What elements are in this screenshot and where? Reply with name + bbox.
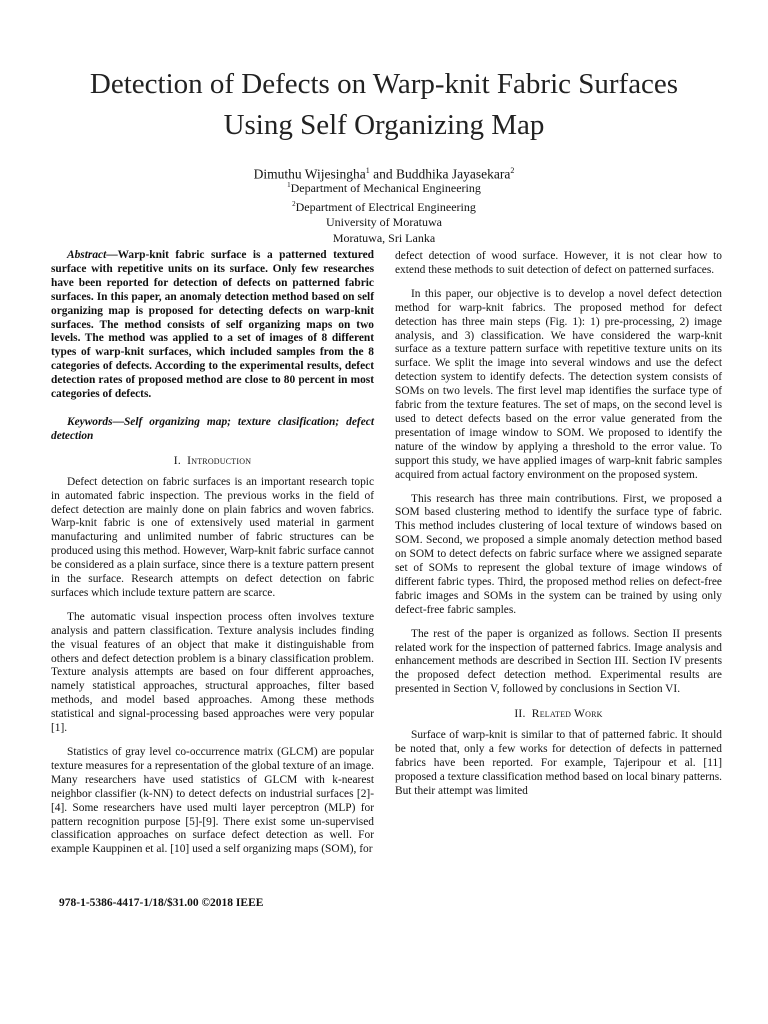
left-column [51, 249, 374, 867]
paragraph: This research has three main contributions. First, we proposed a SOM based clustering method to identify the surface type of fabric. This method includes clustering of local texture of windows based on SOM. Second, we proposed a simple anomaly detection method based on SOM to detect defects on fabric surface where we assigned separate set of SOMs to represent the global texture of image windows of different fabric types. Third, the proposed method relies on defect-free fabric images and SOMs in the system can be trained by using only defect-free fabric samples. [395, 492, 722, 616]
paragraph: Defect detection on fabric surfaces is an important research topic in automated fabric inspection. The previous works in the field of defect detection are mainly done on plain fabrics and woven fabrics. Warp-knit fabric is one of extensively used material in garment manufacturing and unlimited number of fabric structures can be produced using this method. However, Warp-knit fabric surface cannot be considered as a plain surface, since there is a texture pattern present in the surface. Research attempts on defect detection on fabric surfaces which include texture pattern are scarce. [51, 475, 374, 599]
paragraph: The automatic visual inspection process often involves texture analysis and pattern classification. Texture analysis includes finding the visual features of an object that make it distinguishable from others and defect detection problem is a binary classification problem. Texture analysis attempts are based on four different approaches, namely statistical approaches, structural approaches, filter based methods, and model based approaches. Among these methods statistical and signal-processing based approaches were very popular [1]. [51, 610, 374, 735]
author-2: and Buddhika Jayasekara [369, 166, 511, 182]
paragraph: Surface of warp-knit is similar to that of patterned fabric. It should be noted that, only a few works for detection of defects in patterned fabrics have been reported. For example, Tajeripour et al. [11] proposed a texture classification method based on local binary patterns. But their attempt was limited [395, 729, 722, 797]
author-1: Dimuthu Wijesingha [253, 166, 366, 182]
author-1-sup: 1 [365, 166, 370, 175]
affiliation-3: University of Moratuwa [326, 215, 442, 229]
paragraph: Statistics of gray level co-occurrence matrix (GLCM) are popular texture measures for a representation of the global texture of an image. Many researchers have used statistics of GLCM with k-nearest neighbor classifier (k-NN) to detect defects on industrial surfaces [2]-[4]. Some researchers have used multi layer perceptron (MLP) for pattern recognition purpose [5]-[9]. There exist some un-supervised classification approaches on surface defect detection as well. For example Kauppinen et al. [10] used a self organizing maps (SOM), for [51, 746, 374, 856]
copyright-footer: 978-1-5386-4417-1/18/$31.00 ©2018 IEEE [59, 897, 264, 909]
paragraph: defect detection of wood surface. However, it is not clear how to extend these methods to suit detection of defect on patterned surfaces. [395, 250, 722, 276]
paragraph: In this paper, our objective is to develop a novel defect detection method for warp-knit fabrics. The proposed method for defect detection has three main steps (Fig. 1): 1) pre-processing, 2) image analysis, and 3) classification. We have considered the warp-knit surface as a texture pattern surface with repetitive texture units on its surface. We split the image into several windows and use the defect detection system to identify defects. The detection system consists of SOMs on two levels. The first level map identifies the surface type of fabric from the texture features. The set of maps, on the second level is used to detect defects based on the error value generated from the presentation of image window to SOM. We proposed to identify the nature of the window by applying a threshold to the error value. To support this study, we have applied images of warp-knit fabric samples acquired from actual factory environment on the proposed system. [395, 287, 722, 481]
abstract [51, 249, 374, 402]
title-line-1: Detection of Defects on Warp-knit Fabric Surfaces [89, 68, 679, 100]
keywords: Keywords—Self organizing map; texture clasification; defect detection [51, 415, 374, 442]
author-2-sup: 2 [510, 166, 515, 175]
abstract-text: —Warp-knit fabric surface is a patterned textured surface with repetitive units on its surface. Only few researches have been reported for detection of defects on patterned fabric surfaces. In this paper, an anomaly detection method based on self organizing map is proposed for detecting defects on warp-knit surfaces. The method consists of self organizing maps on two levels. The method was applied to a set of images of 8 different types of warp-knit surfaces, which included samples from the 8 categories of defects. According to the experimental results, defect detection rates of proposed method are close to 80 percent in most categories of defects. [51, 249, 374, 401]
paragraph: The rest of the paper is organized as follows. Section II presents related work for the inspection of patterned fabrics. Image analysis and enhancement methods are described in Section III. Section IV presents the proposed defect detection method. Experimental results are presented in Section V, followed by conclusions in Section VI. [395, 627, 722, 696]
right-column [395, 250, 722, 809]
section-heading-related-work: II. Related Work [514, 707, 603, 721]
paper-title [0, 64, 768, 146]
affiliation-1: $^1$Department of Mechanical Engineering [287, 181, 481, 195]
affiliation-2: $^2$Department of Electrical Engineering [292, 199, 476, 214]
title-line-2: Using Self Organizing Map [223, 109, 545, 141]
affiliation-4: Moratuwa, Sri Lanka [332, 230, 436, 245]
section-heading-introduction: I. Introduction [173, 453, 252, 467]
abstract-lead: Abstract [67, 249, 107, 261]
affiliations [0, 178, 768, 246]
